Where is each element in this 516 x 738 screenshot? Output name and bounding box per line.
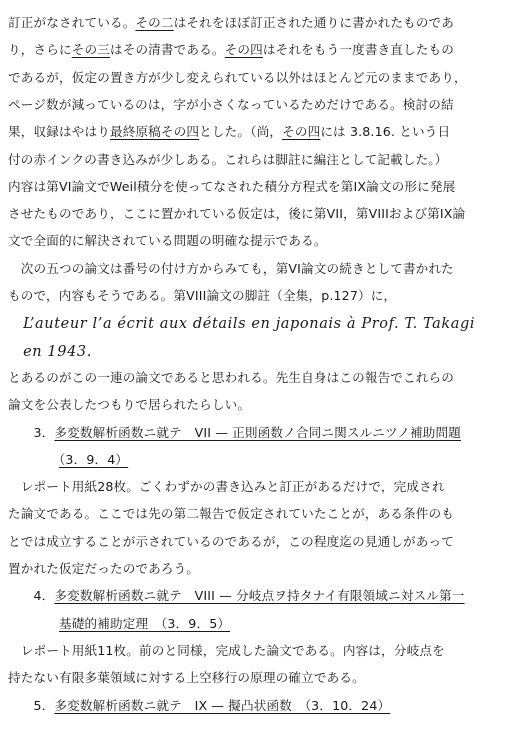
text-line bbox=[8, 149, 508, 168]
underlined-text: 基礎的補助定理 （3．9．5） bbox=[58, 615, 231, 631]
text-segment: させたものであり，ここに置かれている仮定は，後に第VII，第VIIIおよび第IX論 bbox=[8, 206, 466, 222]
text-segment: とした。（尚， bbox=[199, 124, 283, 140]
text-line bbox=[8, 176, 508, 195]
text-line bbox=[8, 422, 508, 441]
underlined-text: 多変数解析函数ニ就テ IX — 擬凸状函数 （3．10．24） bbox=[54, 697, 391, 713]
text-segment: とでは成立することが示されているのであるが，この程度迄の見通しがあって bbox=[8, 533, 454, 549]
text-segment: ページ数が減っているのは，字が小さくなっているためだけである。検討の結 bbox=[8, 96, 454, 112]
text-line bbox=[8, 449, 508, 468]
underlined-text: その四 bbox=[282, 124, 321, 140]
text-line bbox=[8, 367, 508, 386]
text-line bbox=[8, 12, 508, 31]
text-segment: 次の五つの論文は番号の付け方からみても，第VI論文の続きとして書かれた bbox=[8, 260, 454, 276]
underlined-text: 多変数解析函数ニ就テ VIII — 分岐点ヲ持タナイ有限領域ニ対スル第一 bbox=[54, 588, 465, 604]
text-segment: 置かれた仮定だったのであろう。 bbox=[8, 561, 200, 576]
text-line bbox=[8, 394, 508, 413]
text-segment: はそれをほぼ訂正された通りに書かれたものであ bbox=[173, 15, 455, 30]
text-segment bbox=[8, 452, 59, 467]
text-segment: 論文を公表したつもりで居られたらしい。 bbox=[8, 397, 251, 413]
text-segment: もので，内容もそうである。第VIII論文の脚註（全集，p.127）に， bbox=[8, 288, 397, 303]
text-line bbox=[8, 585, 508, 604]
text-segment: 文で全面的に解決されている問題の明確な提示である。 bbox=[8, 233, 327, 249]
text-line bbox=[8, 503, 508, 522]
text-line bbox=[8, 203, 508, 222]
underlined-text: （3．9．4） bbox=[58, 451, 129, 467]
text-segment: 持たない有限多葉領域に対する上空移行の原理の確立である。 bbox=[8, 670, 365, 686]
text-segment: 内容は第VI論文でWeil積分を使ってなされた積分方程式を第IX論文の形に発展 bbox=[8, 178, 456, 194]
text-line bbox=[8, 695, 508, 714]
underlined-text: その三 bbox=[71, 42, 110, 58]
text-line bbox=[8, 67, 508, 86]
text-segment: はそれをもう一度書き直したもの bbox=[262, 42, 455, 58]
text-segment: た論文である。ここでは先の第二報告で仮定されていたことが，ある条件のも bbox=[8, 506, 455, 522]
text-segment: レポート用紙11枚。前のと同様，完成した論文である。内容は，分岐点を bbox=[8, 642, 445, 658]
underlined-text: 多変数解析函数ニ就テ VII — 正則函数ノ合同ニ関スルニツノ補助問題 bbox=[54, 424, 462, 440]
text-segment: L’auteur l’a écrit aux détails en japonais à Prof. T. Takagi bbox=[8, 316, 476, 333]
text-line bbox=[8, 39, 508, 58]
underlined-text: その二 bbox=[135, 15, 174, 30]
text-segment bbox=[8, 616, 59, 631]
text-segment: 4． bbox=[8, 588, 55, 604]
text-segment: 3． bbox=[8, 424, 55, 440]
text-line bbox=[8, 613, 508, 632]
text-line bbox=[8, 121, 508, 140]
text-segment: 訂正がなされている。 bbox=[8, 15, 136, 30]
underlined-text: 最終原稿その四 bbox=[109, 124, 200, 140]
text-segment: り，さらに bbox=[8, 42, 72, 58]
text-line bbox=[8, 531, 508, 550]
underlined-text: その四 bbox=[224, 42, 263, 58]
text-segment: はその清書である。 bbox=[109, 42, 225, 58]
text-line bbox=[8, 667, 508, 686]
text-line bbox=[8, 94, 508, 113]
text-line bbox=[8, 285, 508, 304]
text-segment: レポート用紙28枚。ごくわずかの書き込みと訂正があるだけで，完成され bbox=[8, 479, 445, 495]
text-segment: 付の赤インクの書き込みが少しある。これらは脚註に編注として記載した。） bbox=[8, 151, 448, 167]
text-line bbox=[8, 476, 508, 495]
text-line bbox=[8, 340, 508, 361]
text-line bbox=[8, 558, 508, 577]
text-line bbox=[8, 258, 508, 277]
text-segment: であるが，仮定の置き方が少し変えられている以外はほとんど元のままであり， bbox=[8, 69, 467, 85]
text-segment: には 3.8.16. という日 bbox=[320, 124, 451, 140]
text-segment: 5． bbox=[8, 697, 55, 713]
text-segment: とあるのがこの一連の論文であると思われる。先生自身はこの報告でこれらの bbox=[8, 369, 455, 385]
text-line bbox=[8, 230, 508, 249]
text-line bbox=[8, 640, 508, 659]
text-segment: 果，収録はやはり bbox=[8, 124, 110, 140]
text-segment: en 1943. bbox=[8, 343, 92, 360]
text-line bbox=[8, 312, 508, 333]
